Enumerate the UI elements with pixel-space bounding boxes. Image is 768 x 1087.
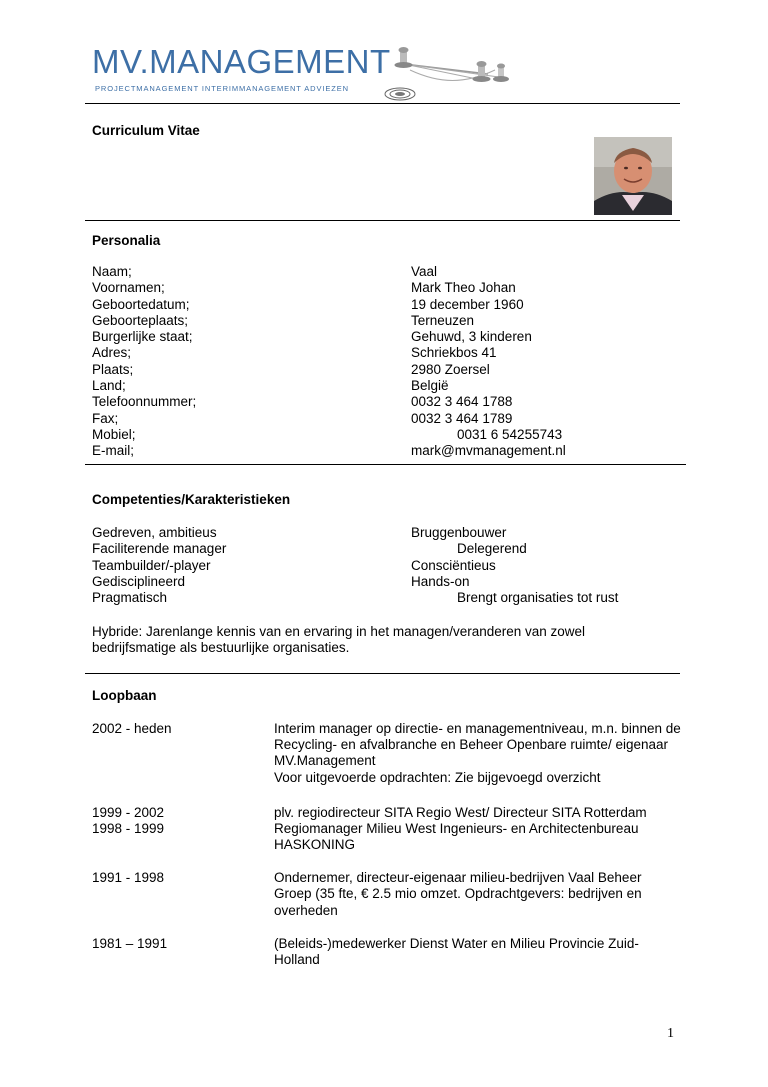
- personalia-label: Geboorteplaats;: [92, 312, 189, 328]
- personalia-value: 19 december 1960: [411, 296, 524, 312]
- logo-tagline: PROJECTMANAGEMENT INTERIMMANAGEMENT ADVIEZEN: [95, 84, 349, 93]
- loopbaan-period: 2002 - heden: [92, 721, 172, 736]
- personalia-label: Plaats;: [92, 361, 134, 377]
- section-divider: [85, 220, 680, 221]
- loopbaan-period: 1981 – 1991: [92, 936, 168, 951]
- personalia-value: 0032 3 464 1788: [411, 394, 513, 410]
- personalia-value: 0032 3 464 1789: [411, 410, 513, 426]
- competentie-left: Teambuilder/-player: [92, 557, 211, 573]
- personalia-value: Terneuzen: [411, 312, 475, 328]
- competentie-right: Bruggenbouwer: [411, 525, 507, 540]
- personalia-label: Fax;: [92, 410, 119, 426]
- section-divider: [85, 673, 680, 674]
- personalia-label: Telefoonnummer;: [92, 394, 197, 410]
- email-value: mark@mvmanagement.nl: [411, 443, 566, 459]
- personalia-row: [92, 345, 692, 361]
- competentie-row: [92, 590, 692, 606]
- loopbaan-line: Ondernemer, directeur-eigenaar milieu-bedrijven Vaal Beheer: [274, 870, 642, 885]
- logo-wordmark: MV.MANAGEMENT: [92, 43, 391, 80]
- competentie-left: Gedreven, ambitieus: [92, 525, 217, 540]
- personalia-row: [92, 411, 692, 427]
- competentie-left: Gedisciplineerd: [92, 573, 186, 589]
- personalia-label: E-mail;: [92, 443, 135, 459]
- hybride-line-1: Hybride: Jarenlange kennis van en ervaring in het managen/veranderen van zowel: [92, 624, 586, 639]
- personalia-row: [92, 313, 692, 329]
- competentie-row: [92, 558, 692, 574]
- competentie-row: [92, 525, 692, 541]
- competentie-right: Brengt organisaties tot rust: [457, 590, 619, 606]
- loopbaan-line: MV.Management: [274, 753, 376, 768]
- competentie-right: Consciëntieus: [411, 557, 496, 573]
- personalia-value: 2980 Zoersel: [411, 361, 490, 377]
- hybride-line-2: bedrijfsmatige als bestuurlijke organisaties.: [92, 640, 350, 655]
- personalia-table: [92, 264, 692, 460]
- page-number: 1: [667, 1026, 674, 1041]
- personalia-value: België: [411, 378, 449, 394]
- person-portrait-icon: [594, 137, 672, 215]
- personalia-heading: Personalia: [92, 233, 161, 248]
- personalia-row: [92, 378, 692, 394]
- loopbaan-period: 1991 - 1998: [92, 870, 165, 885]
- loopbaan-period: 1999 - 2002: [92, 805, 165, 820]
- loopbaan-line: Groep (35 fte, € 2.5 mio omzet. Opdrachtgevers: bedrijven en: [274, 886, 642, 901]
- loopbaan-line: overheden: [274, 903, 338, 918]
- personalia-label: Naam;: [92, 264, 132, 279]
- loopbaan-period: 1998 - 1999: [92, 821, 165, 836]
- loopbaan-line: plv. regiodirecteur SITA Regio West/ Directeur SITA Rotterdam: [274, 805, 647, 820]
- personalia-label: Adres;: [92, 345, 132, 361]
- personalia-value: Gehuwd, 3 kinderen: [411, 329, 532, 345]
- personalia-row: [92, 362, 692, 378]
- loopbaan-line: Regiomanager Milieu West Ingenieurs- en Architectenbureau: [274, 821, 639, 836]
- header-divider: [85, 103, 680, 104]
- loopbaan-heading: Loopbaan: [92, 688, 157, 703]
- loopbaan-line: HASKONING: [274, 837, 356, 852]
- personalia-row: [92, 280, 692, 296]
- personalia-row: [92, 329, 692, 345]
- competenties-table: [92, 525, 692, 606]
- personalia-value: 0031 6 54255743: [457, 426, 563, 442]
- loopbaan-line: Holland: [274, 952, 320, 967]
- competentie-left: Pragmatisch: [92, 590, 168, 606]
- competentie-right: Delegerend: [457, 541, 527, 557]
- personalia-label: Voornamen;: [92, 280, 165, 296]
- cv-title: Curriculum Vitae: [92, 123, 200, 138]
- section-divider: [85, 464, 686, 465]
- loopbaan-line: Voor uitgevoerde opdrachten: Zie bijgevoegd overzicht: [274, 770, 601, 785]
- loopbaan-line: (Beleids-)medewerker Dienst Water en Milieu Provincie Zuid-: [274, 936, 639, 951]
- loopbaan-line: Recycling- en afvalbranche en Beheer Openbare ruimte/ eigenaar: [274, 737, 668, 752]
- personalia-row: [92, 394, 692, 410]
- competentie-left: Faciliterende manager: [92, 541, 227, 557]
- competenties-heading: Competenties/Karakteristieken: [92, 492, 291, 507]
- personalia-label: Mobiel;: [92, 426, 136, 442]
- personalia-label: Geboortedatum;: [92, 296, 190, 312]
- logo-network-icon: [370, 40, 530, 106]
- personalia-value: Vaal: [411, 264, 438, 279]
- competentie-row: [92, 574, 692, 590]
- personalia-label: Burgerlijke staat;: [92, 329, 193, 345]
- competentie-right: Hands-on: [411, 573, 470, 589]
- personalia-row: [92, 443, 692, 459]
- competentie-row: [92, 541, 692, 557]
- personalia-row: [92, 427, 692, 443]
- personalia-row: [92, 264, 692, 280]
- personalia-label: Land;: [92, 378, 126, 394]
- loopbaan-line: Interim manager op directie- en managementniveau, m.n. binnen de: [274, 721, 681, 736]
- personalia-row: [92, 297, 692, 313]
- personalia-value: Schriekbos 41: [411, 345, 497, 361]
- personalia-value: Mark Theo Johan: [411, 280, 516, 296]
- profile-photo: [594, 137, 672, 215]
